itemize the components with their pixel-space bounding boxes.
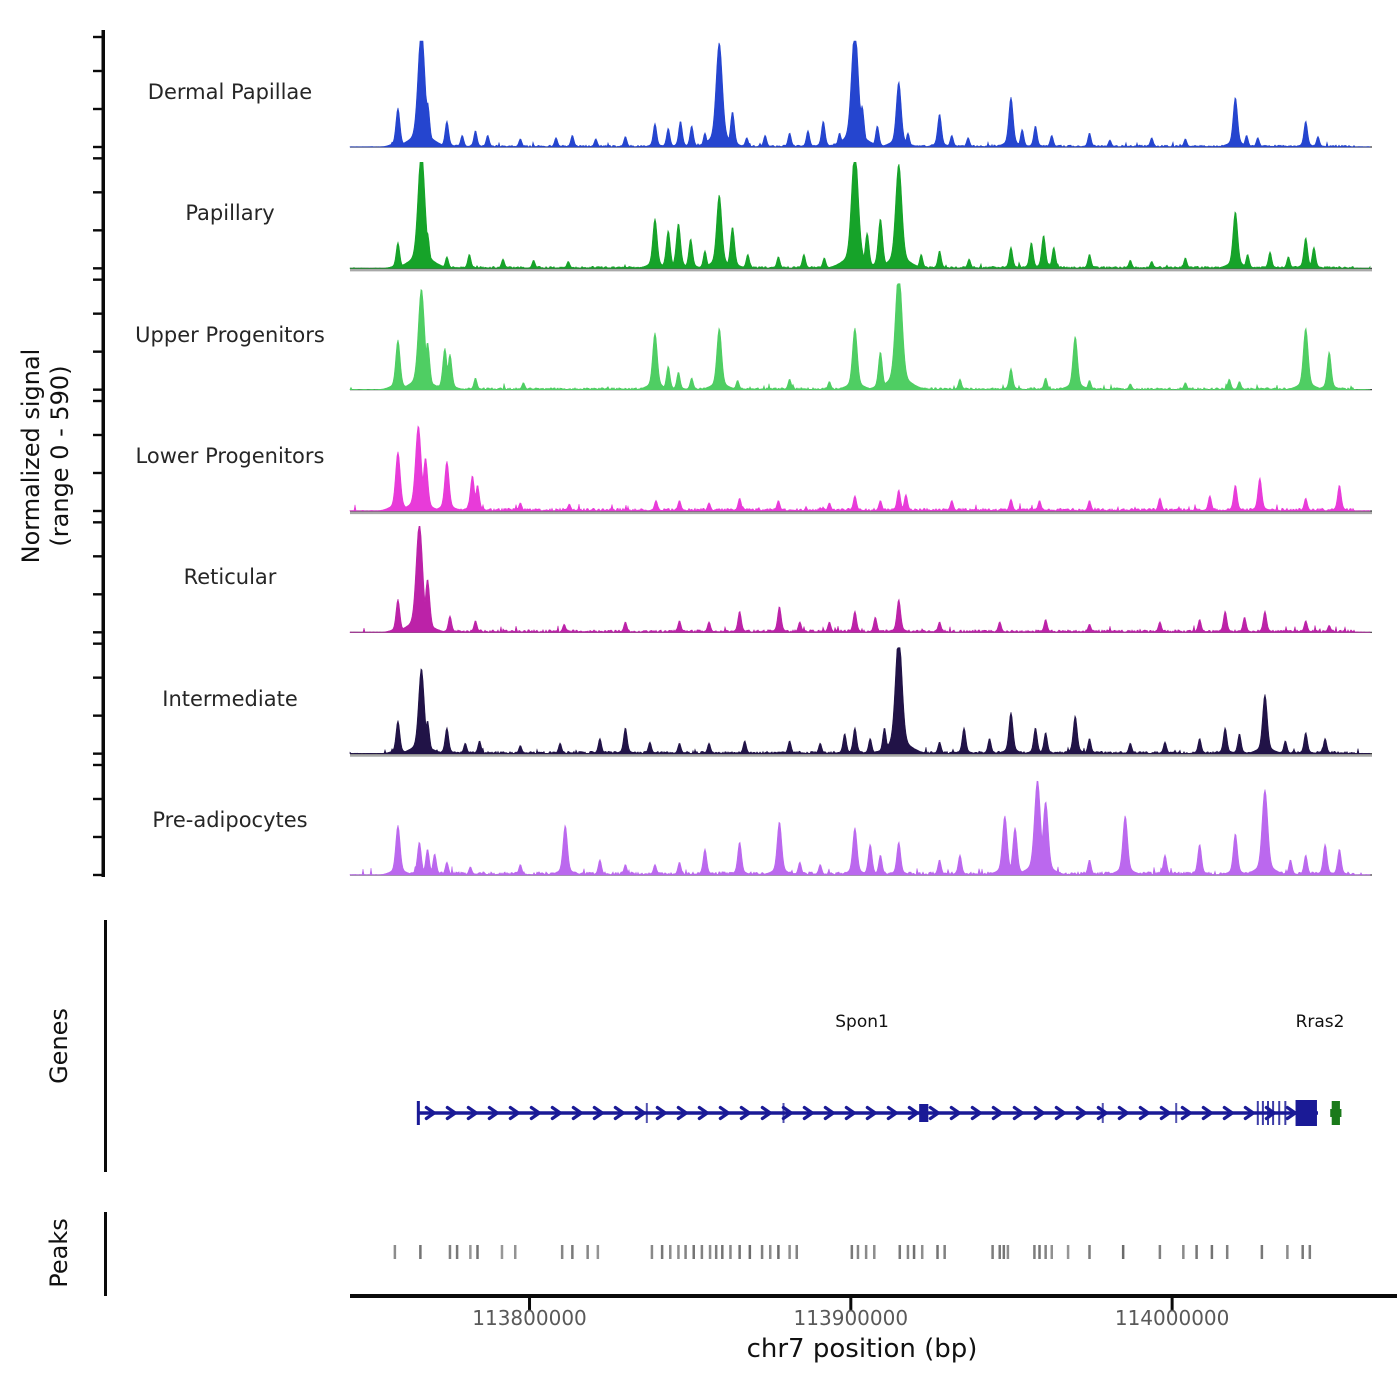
peak-mark bbox=[1038, 1245, 1041, 1259]
gene-block-rras2 bbox=[1330, 1109, 1341, 1117]
peak-mark bbox=[597, 1245, 600, 1259]
peak-mark bbox=[514, 1245, 517, 1259]
peak-mark bbox=[419, 1245, 422, 1259]
peak-mark bbox=[1088, 1245, 1091, 1259]
peak-mark bbox=[1003, 1245, 1006, 1259]
peak-mark bbox=[561, 1245, 564, 1259]
signal-area bbox=[350, 162, 1370, 268]
track-signal-reticular bbox=[350, 526, 1370, 632]
signal-axis-line bbox=[102, 30, 106, 877]
peak-mark bbox=[1309, 1245, 1312, 1259]
x-tick-label-114000000: 114000000 bbox=[1114, 1306, 1230, 1330]
peak-mark bbox=[921, 1245, 924, 1259]
peak-mark bbox=[1301, 1245, 1304, 1259]
peak-mark bbox=[1044, 1245, 1047, 1259]
peak-mark bbox=[1226, 1245, 1229, 1259]
peaks-axis-line bbox=[104, 1212, 107, 1296]
gene-exon-tick bbox=[1175, 1103, 1177, 1123]
signal-area bbox=[350, 526, 1370, 632]
track-label-upper-progenitors: Upper Progenitors bbox=[135, 322, 325, 347]
peak-mark bbox=[394, 1245, 397, 1259]
peak-mark bbox=[851, 1245, 854, 1259]
peaks-axis-label: Peaks bbox=[45, 1218, 73, 1288]
peak-mark bbox=[469, 1245, 472, 1259]
track-label-intermediate: Intermediate bbox=[162, 686, 298, 711]
signal-area bbox=[350, 781, 1370, 875]
peak-mark bbox=[913, 1245, 916, 1259]
peak-mark bbox=[586, 1245, 589, 1259]
peak-mark bbox=[1033, 1245, 1036, 1259]
peak-mark bbox=[857, 1245, 860, 1259]
signal-area bbox=[350, 284, 1370, 390]
peak-mark bbox=[721, 1245, 724, 1259]
peak-mark bbox=[1051, 1245, 1054, 1259]
peak-mark bbox=[1159, 1245, 1162, 1259]
gene-exon-tick bbox=[1267, 1101, 1269, 1125]
x-tick-label-113900000: 113900000 bbox=[793, 1306, 909, 1330]
genes-axis-label: Genes bbox=[45, 1008, 73, 1084]
gene-start-bar-spon1 bbox=[417, 1101, 420, 1125]
signal-area bbox=[350, 41, 1370, 147]
peak-mark bbox=[677, 1245, 680, 1259]
peak-mark bbox=[701, 1245, 704, 1259]
peak-mark bbox=[998, 1245, 1001, 1259]
peak-mark bbox=[684, 1245, 687, 1259]
track-label-dermal-papillae: Dermal Papillae bbox=[147, 80, 313, 104]
peak-mark bbox=[692, 1245, 695, 1259]
peak-mark bbox=[449, 1245, 452, 1259]
peak-mark bbox=[873, 1245, 876, 1259]
gene-exon-tick bbox=[1262, 1101, 1264, 1125]
peak-mark bbox=[943, 1245, 946, 1259]
peak-mark bbox=[761, 1245, 764, 1259]
track-label-lower-progenitors: Lower Progenitors bbox=[135, 443, 325, 468]
y-axis-label-line1: Normalized signal bbox=[17, 348, 45, 564]
gene-exon-tick bbox=[646, 1103, 648, 1123]
peak-mark bbox=[1195, 1245, 1198, 1259]
peak-mark bbox=[1122, 1245, 1125, 1259]
gene-exon-tick bbox=[1284, 1101, 1286, 1125]
peak-mark bbox=[1286, 1245, 1289, 1259]
gene-exon-tick bbox=[783, 1103, 785, 1123]
genes-axis-line bbox=[104, 920, 107, 1172]
y-axis-label bbox=[17, 156, 77, 756]
gene-exon-tick bbox=[1278, 1101, 1280, 1125]
peak-mark bbox=[571, 1245, 574, 1259]
gene-mid-exon-spon1 bbox=[919, 1104, 928, 1122]
peak-mark bbox=[651, 1245, 654, 1259]
peak-mark bbox=[738, 1245, 741, 1259]
track-signal-lower-progenitors bbox=[350, 426, 1370, 511]
track-label-reticular: Reticular bbox=[183, 565, 277, 590]
peak-mark bbox=[788, 1245, 791, 1259]
peak-mark bbox=[456, 1245, 459, 1259]
gene-label-spon1: Spon1 bbox=[835, 1012, 889, 1032]
gene-exon-tick bbox=[1257, 1101, 1259, 1125]
gene-exon-tick bbox=[1102, 1103, 1104, 1123]
track-label-papillary: Papillary bbox=[185, 201, 275, 226]
peak-mark bbox=[1067, 1245, 1070, 1259]
track-signal-pre-adipocytes bbox=[350, 781, 1370, 875]
peak-mark bbox=[991, 1245, 994, 1259]
signal-area bbox=[350, 648, 1370, 754]
peak-mark bbox=[907, 1245, 910, 1259]
x-axis-line bbox=[350, 1294, 1397, 1298]
track-signal-papillary bbox=[350, 162, 1370, 268]
peak-mark bbox=[899, 1245, 902, 1259]
peak-mark bbox=[715, 1245, 718, 1259]
track-signal-intermediate bbox=[350, 648, 1370, 754]
peak-mark bbox=[1211, 1245, 1214, 1259]
track-signal-dermal-papillae bbox=[350, 41, 1370, 147]
peak-mark bbox=[749, 1245, 752, 1259]
peak-mark bbox=[777, 1245, 780, 1259]
peak-mark bbox=[1261, 1245, 1264, 1259]
peak-mark bbox=[501, 1245, 504, 1259]
gene-exon-tick bbox=[1272, 1101, 1274, 1125]
track-signal-upper-progenitors bbox=[350, 284, 1370, 390]
peak-mark bbox=[1182, 1245, 1185, 1259]
peak-mark bbox=[936, 1245, 939, 1259]
x-tick-label-113800000: 113800000 bbox=[472, 1306, 587, 1330]
peak-mark bbox=[729, 1245, 732, 1259]
peak-mark bbox=[709, 1245, 712, 1259]
x-axis-title: chr7 position (bp) bbox=[746, 1334, 978, 1364]
peak-mark bbox=[865, 1245, 868, 1259]
y-axis-label-line2: (range 0 - 590) bbox=[46, 365, 74, 547]
peak-mark bbox=[1007, 1245, 1010, 1259]
gene-block-rras2 bbox=[1332, 1101, 1340, 1110]
peak-mark bbox=[669, 1245, 672, 1259]
peak-mark bbox=[769, 1245, 772, 1259]
peak-mark bbox=[796, 1245, 799, 1259]
peak-mark bbox=[661, 1245, 664, 1259]
gene-label-rras2: Rras2 bbox=[1295, 1012, 1345, 1032]
track-label-pre-adipocytes: Pre-adipocytes bbox=[152, 807, 308, 832]
gene-block-rras2 bbox=[1332, 1117, 1340, 1125]
signal-area bbox=[350, 426, 1370, 511]
gene-last-exon-spon1 bbox=[1296, 1100, 1317, 1126]
peak-mark bbox=[476, 1245, 479, 1259]
